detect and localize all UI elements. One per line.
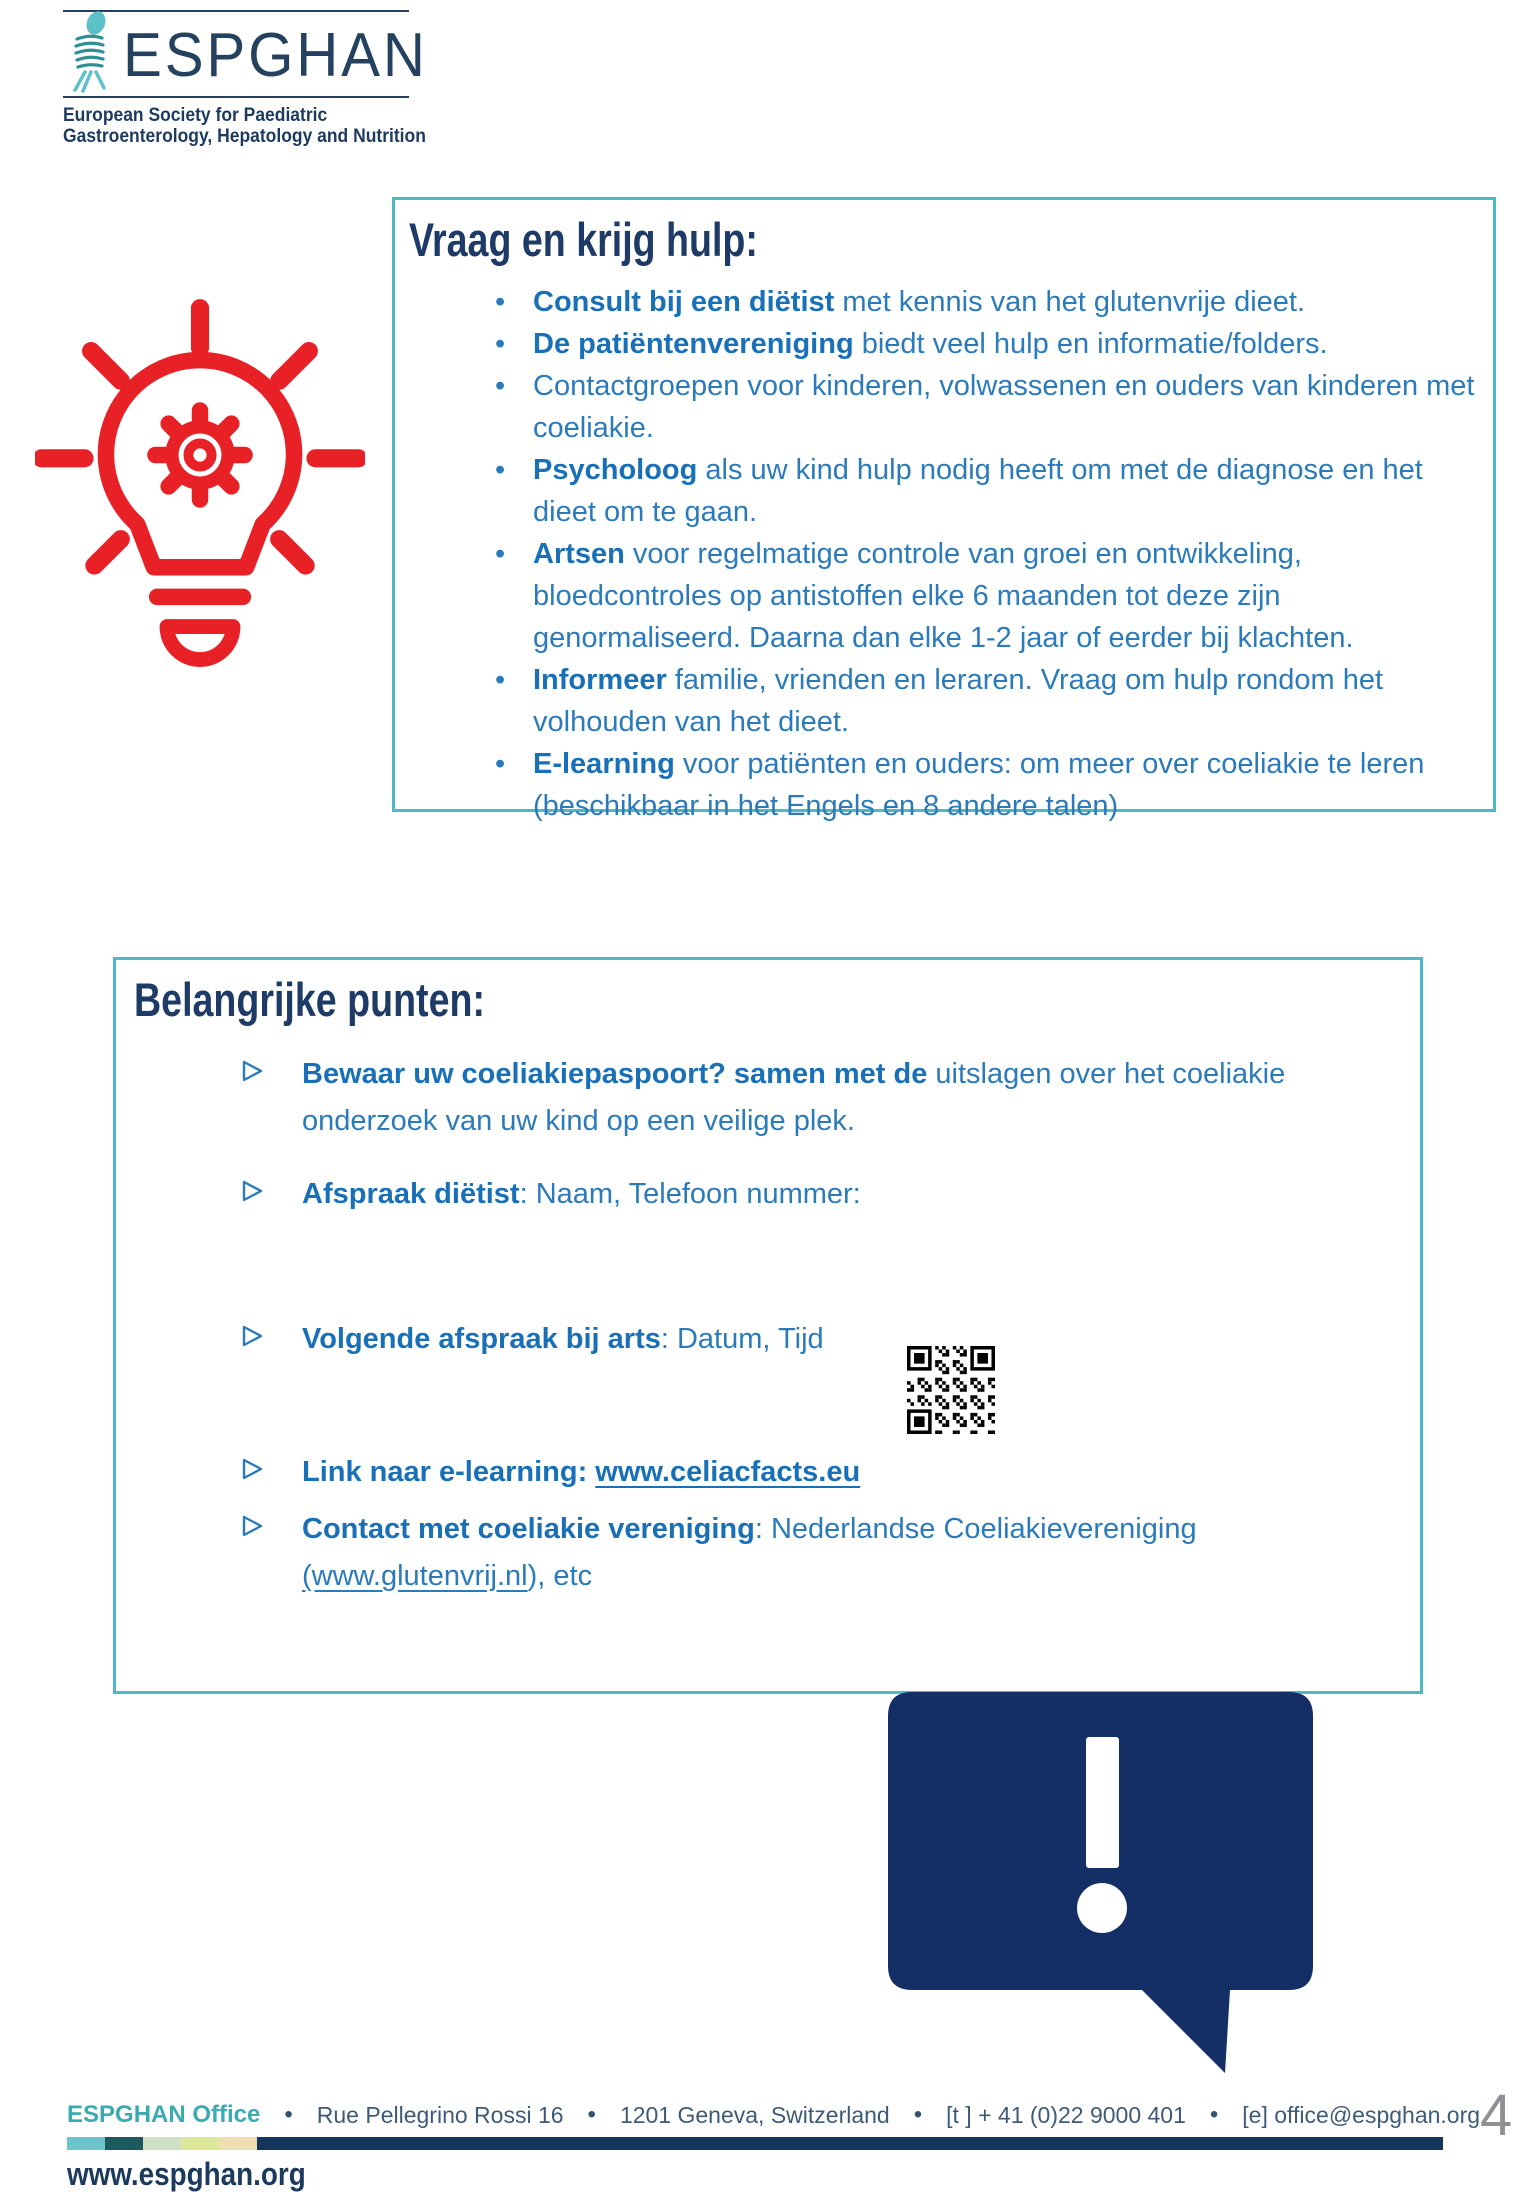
logo-tagline: European Society for Paediatric Gastroenterology, Hepatology and Nutrition: [63, 105, 426, 147]
footer-website: www.espghan.org: [67, 2156, 306, 2192]
arrow-bullet-icon: [242, 1316, 302, 1363]
list-item: • Artsen voor regelmatige controle van groei en ontwikkeling, bloedcontroles op antistoffen elke 6 maanden tot deze zijn genormaliseerd. Daarna dan elke 1-2 jaar of eerder bij klachten.: [495, 533, 1479, 659]
separator-dot: •: [587, 2101, 596, 2128]
points-list: [116, 1051, 1316, 1600]
list-item: • De patiëntenvereniging biedt veel hulp en informatie/folders.: [495, 323, 1479, 365]
espghan-logo: [60, 10, 428, 147]
help-box: [392, 197, 1496, 822]
bar-navy-segment: [257, 2137, 1443, 2150]
points-box-title: Belangrijke punten:: [134, 973, 485, 1026]
logo-wordmark: ESPGHAN: [123, 20, 428, 90]
list-item: Bewaar uw coeliakiepaspoort? samen met de uitslagen over het coeliakie onderzoek van uw kind op een veilige plek.: [242, 1051, 1316, 1145]
footer-office-label: ESPGHAN Office: [67, 2101, 261, 2128]
footer-color-bar: [67, 2137, 1443, 2150]
list-item: • Informeer familie, vrienden en leraren. Vraag om hulp rondom het volhouden van het dieet.: [495, 659, 1479, 743]
separator-dot: •: [1209, 2101, 1219, 2128]
arrow-bullet-icon: [242, 1449, 302, 1496]
espghan-figure-icon: [63, 9, 115, 102]
footer-address: Rue Pellegrino Rossi 16: [316, 2101, 564, 2128]
list-item: • Consult bij een diëtist met kennis van het glutenvrije dieet.: [495, 281, 1479, 323]
bullet-icon: •: [495, 370, 506, 402]
bar-segment: [181, 2137, 219, 2150]
celiacfacts-link[interactable]: www.celiacfacts.eu: [595, 1456, 861, 1488]
qr-code: [907, 1346, 995, 1434]
footer-email: [e] office@espghan.org: [1242, 2101, 1481, 2128]
list-item: Volgende afspraak bij arts: Datum, Tijd: [242, 1316, 1316, 1363]
bar-segment: [219, 2137, 257, 2150]
bullet-icon: •: [495, 664, 506, 696]
separator-dot: •: [913, 2101, 923, 2128]
bullet-icon: •: [495, 328, 506, 360]
list-item: • Psycholoog als uw kind hulp nodig heeft om met de diagnose en het dieet om te gaan.: [495, 449, 1479, 533]
footer-city: 1201 Geneva, Switzerland: [619, 2101, 890, 2128]
footer: [67, 2101, 1481, 2129]
exclamation-speech-bubble-icon: [888, 1692, 1318, 2082]
arrow-bullet-icon: [242, 1506, 302, 1600]
help-box-title: Vraag en krijg hulp:: [409, 213, 758, 266]
bar-segment: [105, 2137, 143, 2150]
footer-phone: [t ] + 41 (0)22 9000 401: [946, 2101, 1186, 2128]
separator-dot: •: [284, 2101, 293, 2128]
bar-segment: [67, 2137, 105, 2150]
arrow-bullet-icon: [242, 1051, 302, 1145]
list-item: • E-learning voor patiënten en ouders: om meer over coeliakie te leren (beschikbaar in het Engels en 8 andere talen): [495, 743, 1479, 827]
page-number: 4: [1480, 2083, 1513, 2148]
lightbulb-gear-icon: [35, 298, 365, 683]
list-item: Contact met coeliakie vereniging: Nederlandse Coeliakievereniging (www.glutenvrij.nl), etc: [242, 1506, 1316, 1600]
important-points-box: [113, 957, 1423, 1694]
bullet-icon: •: [495, 286, 506, 318]
list-item: • Contactgroepen voor kinderen, volwassenen en ouders van kinderen met coeliakie.: [495, 365, 1479, 449]
help-list: [395, 281, 1479, 827]
bullet-icon: •: [495, 538, 506, 570]
bullet-icon: •: [495, 454, 506, 486]
list-item: Link naar e-learning: www.celiacfacts.eu: [242, 1449, 1316, 1496]
list-item: Afspraak diëtist: Naam, Telefoon nummer:: [242, 1171, 1316, 1218]
arrow-bullet-icon: [242, 1171, 302, 1218]
bar-segment: [143, 2137, 181, 2150]
bullet-icon: •: [495, 748, 506, 780]
glutenvrij-link[interactable]: (www.glutenvrij.nl: [302, 1560, 528, 1592]
